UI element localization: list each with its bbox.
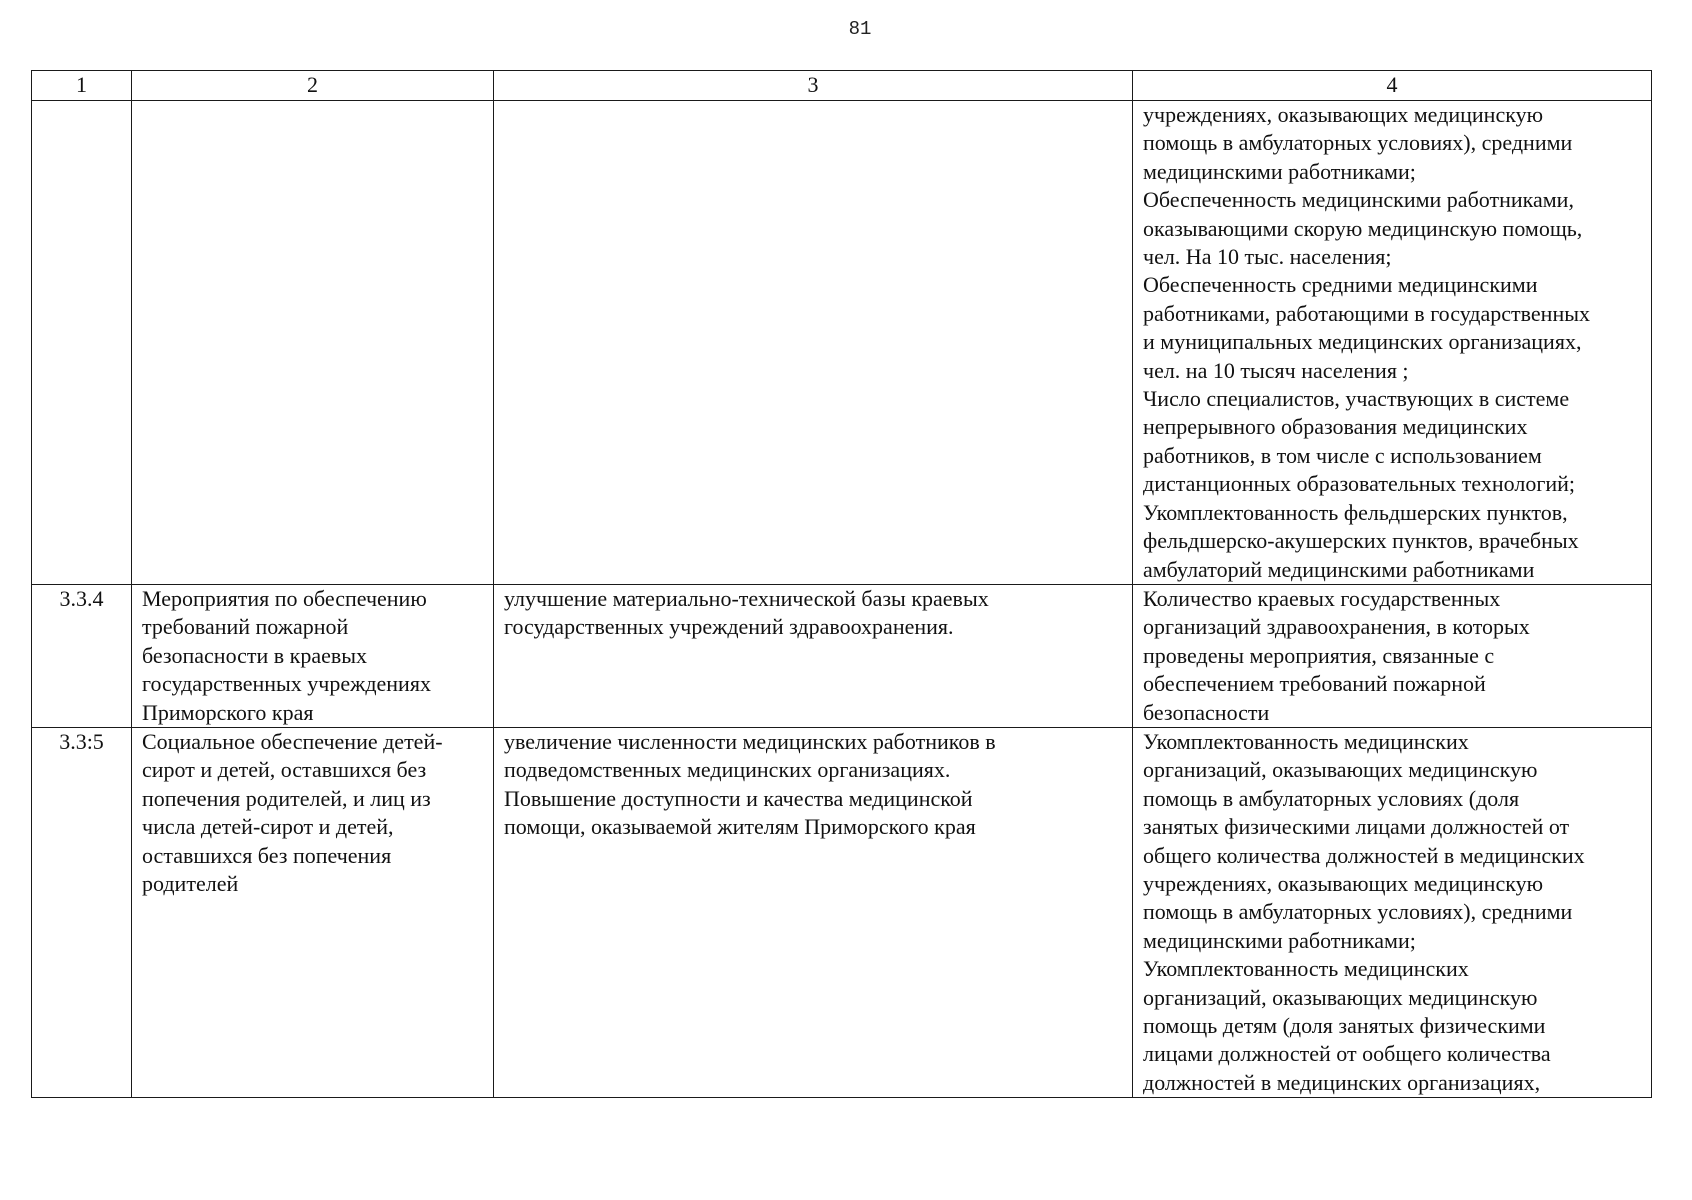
row-number-cell: 3.3.4 <box>32 584 132 727</box>
text-line: государственных учреждений здравоохранения. <box>504 614 954 640</box>
text-line: Мероприятия по обеспечению <box>142 585 427 611</box>
text-line: помощь детям (доля занятых физическими <box>1143 1013 1546 1038</box>
table-row <box>32 727 1652 1097</box>
text-line: Обеспеченность медицинскими работниками, <box>1143 187 1574 213</box>
row-number-cell <box>32 101 132 585</box>
text-line: учреждениях, оказывающих медицинскую <box>1143 870 1544 896</box>
text-line: сирот и детей, оставшихся без <box>142 757 427 783</box>
text-line: дистанционных образовательных технологий; <box>1143 471 1576 497</box>
text-line: улучшение материально-технической базы краевых <box>504 585 989 611</box>
text-line: организаций, оказывающих медицинскую <box>1143 984 1538 1010</box>
text-line: работниками, работающими в государственных <box>1143 300 1590 326</box>
text-line: увеличение численности медицинских работников в <box>504 728 996 754</box>
text-line: родителей <box>142 870 239 896</box>
text-line: фельдшерско-акушерских пунктов, врачебных <box>1143 528 1579 554</box>
text-line: подведомственных медицинских организациях. <box>504 757 951 783</box>
text-line: Социальное обеспечение детей- <box>142 728 443 754</box>
text-line: государственных учреждениях <box>142 671 431 697</box>
text-line: и муниципальных медицинских организациях, <box>1143 329 1582 355</box>
text-line: попечения родителей, и лиц из <box>142 785 431 811</box>
text-line: организаций, оказывающих медицинскую <box>1143 757 1538 783</box>
text-line: помощь в амбулаторных условиях), средними <box>1143 899 1573 925</box>
text-line: организаций здравоохранения, в которых <box>1143 614 1530 640</box>
text-line: чел. На 10 тыс. населения; <box>1143 244 1392 270</box>
text-line: чел. на 10 тысяч населения ; <box>1143 357 1409 383</box>
text-line: должностей в медицинских организациях, <box>1143 1069 1541 1095</box>
text-line: помощи, оказываемой жителям Приморского края <box>504 814 976 840</box>
text-line: учреждениях, оказывающих медицинскую <box>1143 102 1544 127</box>
text-line: лицами должностей от ообщего количества <box>1143 1041 1551 1067</box>
text-line: Число специалистов, участвующих в системе <box>1143 386 1570 412</box>
text-line: Обеспеченность средними медицинскими <box>1143 272 1538 298</box>
text-line: медицинскими работниками; <box>1143 158 1416 184</box>
text-line: безопасности <box>1143 699 1270 725</box>
text-line: проведены мероприятия, связанные с <box>1143 642 1495 668</box>
text-line: Приморского края <box>142 699 314 725</box>
text-line: работников, в том числе с использованием <box>1143 442 1542 468</box>
page-number: 81 <box>848 18 872 40</box>
header-col-2: 2 <box>132 71 494 101</box>
text-line: Укомплектованность медицинских <box>1143 728 1469 754</box>
text-line: непрерывного образования медицинских <box>1143 414 1528 440</box>
program-measures-table <box>31 70 1652 1098</box>
text-line: Укомплектованность медицинских <box>1143 956 1469 982</box>
table-row <box>32 584 1652 727</box>
text-line: медицинскими работниками; <box>1143 927 1416 953</box>
text-line: Количество краевых государственных <box>1143 585 1501 611</box>
measure-name-cell <box>132 584 494 727</box>
text-line: Повышение доступности и качества медицинской <box>504 785 973 811</box>
text-line: помощь в амбулаторных условиях (доля <box>1143 785 1520 811</box>
expected-result-cell <box>494 101 1133 585</box>
header-col-4: 4 <box>1133 71 1652 101</box>
measure-name-cell <box>132 101 494 585</box>
indicator-cell <box>1133 101 1652 585</box>
header-col-3: 3 <box>494 71 1133 101</box>
table-row <box>32 101 1652 585</box>
text-line: оказывающими скорую медицинскую помощь, <box>1143 215 1583 241</box>
text-line: Укомплектованность фельдшерских пунктов, <box>1143 499 1568 525</box>
text-line: обеспечением требований пожарной <box>1143 671 1486 697</box>
text-line: требований пожарной <box>142 614 349 640</box>
indicator-cell <box>1133 584 1652 727</box>
text-line: амбулаторий медицинскими работниками <box>1143 556 1535 582</box>
measure-name-cell <box>132 727 494 1097</box>
indicator-cell <box>1133 727 1652 1097</box>
text-line: оставшихся без попечения <box>142 842 392 868</box>
text-line: общего количества должностей в медицинских <box>1143 842 1585 868</box>
expected-result-cell <box>494 727 1133 1097</box>
text-line: помощь в амбулаторных условиях), средними <box>1143 130 1573 156</box>
row-number-cell: 3.3:5 <box>32 727 132 1097</box>
text-line: занятых физическими лицами должностей от <box>1143 814 1570 840</box>
expected-result-cell <box>494 584 1133 727</box>
text-line: числа детей-сирот и детей, <box>142 814 394 840</box>
header-col-1: 1 <box>32 71 132 101</box>
table-header-row <box>32 71 1652 101</box>
text-line: безопасности в краевых <box>142 642 368 668</box>
